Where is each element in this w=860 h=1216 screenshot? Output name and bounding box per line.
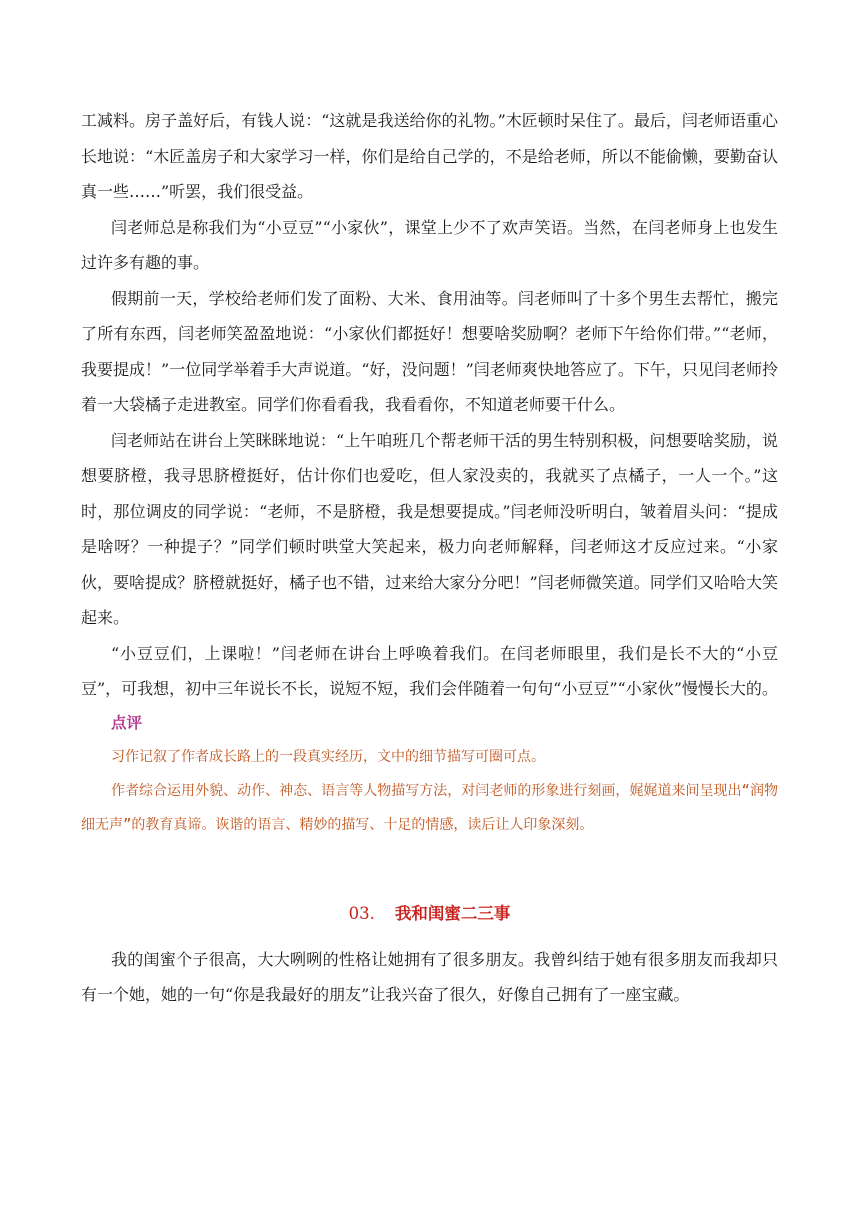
section-number: 03.	[348, 903, 375, 923]
article-paragraph: 闫老师站在讲台上笑眯眯地说：“上午咱班几个帮老师干活的男生特别积极，问想要啥奖励，说想要脐橙，我寻思脐橙挺好，估计你们也爱吃，但人家没卖的，我就买了点橘子，一人一个。”这时，那位调皮的同学说：“老师，不是脐橙，我是想要提成。”闫老师没听明白，皱着眉头问：“提成是啥呀？一种提子？”同学们顿时哄堂大笑起来，极力向老师解释，闫老师这才反应过来。“小家伙，要啥提成？脐橙就挺好，橘子也不错，过来给大家分分吧！”闫老师微笑道。同学们又哈哈大笑起来。	[81, 430, 778, 627]
article-paragraph: “小豆豆们，上课啦！”闫老师在讲台上呼唤着我们。在闫老师眼里，我们是长不大的“小豆豆”，可我想，初中三年说长不长，说短不短，我们会伴随着一句句“小豆豆”“小家伙”慢慢长大的。	[81, 643, 778, 698]
comment-block	[81, 707, 778, 842]
article-paragraph: 闫老师总是称我们为“小豆豆”“小家伙”，课堂上少不了欢声笑语。当然，在闫老师身上也发生过许多有趣的事。	[81, 217, 778, 272]
section-title	[81, 896, 778, 932]
comment-heading: 点评	[111, 713, 143, 732]
comment-paragraph: 习作记叙了作者成长路上的一段真实经历，文中的细节描写可圈可点。	[111, 748, 545, 765]
section-title-text: 我和闺蜜二三事	[394, 903, 511, 923]
comment-paragraph: 作者综合运用外貌、动作、神态、语言等人物描写方法，对闫老师的形象进行刻画，娓娓道来间呈现出“润物细无声”的教育真谛。诙谐的语言、精妙的描写、十足的情感，读后让人印象深刻。	[81, 782, 778, 833]
page-content	[81, 103, 778, 1013]
article-paragraph: 假期前一天，学校给老师们发了面粉、大米、食用油等。闫老师叫了十多个男生去帮忙，搬完了所有东西，闫老师笑盈盈地说：“小家伙们都挺好！想要啥奖励啊？老师下午给你们带。”“老师，我要提成！”一位同学举着手大声说道。“好，没问题！”闫老师爽快地答应了。下午，只见闫老师拎着一大袋橘子走进教室。同学们你看看我，我看看你，不知道老师要干什么。	[81, 288, 778, 414]
section-paragraph: 我的闺蜜个子很高，大大咧咧的性格让她拥有了很多朋友。我曾纠结于她有很多朋友而我却只有一个她，她的一句“你是我最好的朋友”让我兴奋了很久，好像自己拥有了一座宝藏。	[81, 949, 778, 1004]
article-paragraph: 工减料。房子盖好后，有钱人说：“这就是我送给你的礼物。”木匠顿时呆住了。最后，闫老师语重心长地说：“木匠盖房子和大家学习一样，你们是给自己学的，不是给老师，所以不能偷懒，要勤奋认真一些……”听罢，我们很受益。	[81, 111, 778, 201]
